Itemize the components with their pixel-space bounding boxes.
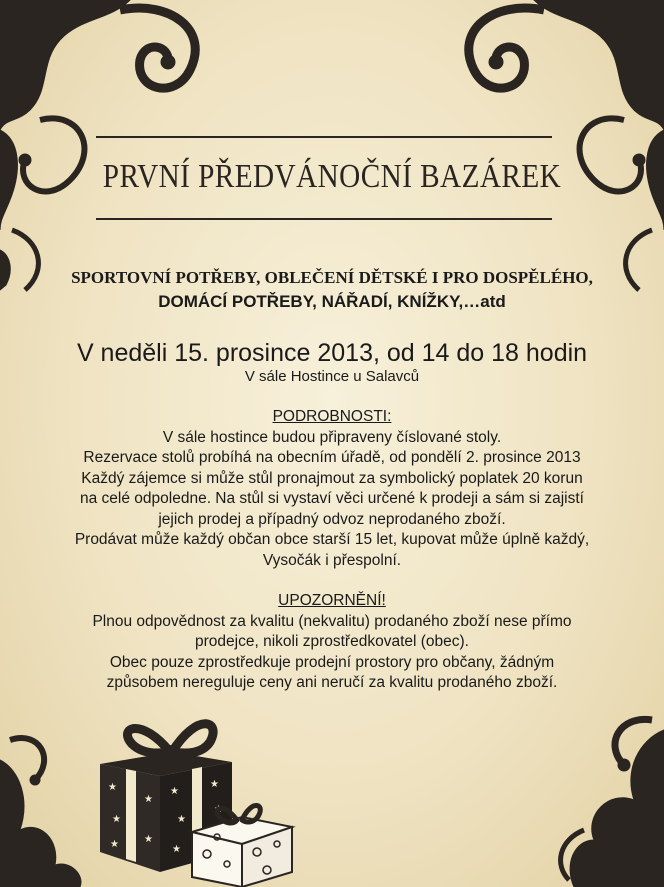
goods-line-1: SPORTOVNÍ POTŘEBY, OBLEČENÍ DĚTSKÉ I PRO DOSPĚLÉHO, — [71, 268, 593, 287]
svg-text:★: ★ — [177, 814, 186, 825]
svg-text:★: ★ — [112, 814, 121, 825]
goods-line-2: DOMÁCÍ POTŘEBY, NÁŘADÍ, KNÍŽKY,…atd — [158, 292, 506, 311]
warning-heading: UPOZORNĚNÍ! — [278, 592, 386, 609]
details-line: na celé odpoledne. Na stůl si vystaví věci určené k prodeji a sám si zajistí — [80, 490, 584, 507]
goods-list — [0, 266, 664, 314]
details-section — [0, 407, 664, 571]
details-line: jejich prodej a případný odvoz neprodaného zboží. — [158, 510, 506, 528]
svg-text:★: ★ — [108, 782, 117, 793]
ornament-top-left — [0, 0, 230, 300]
event-venue: V sále Hostince u Salavců — [244, 368, 420, 385]
svg-text:★: ★ — [172, 844, 181, 855]
warning-line: prodejce, nikoli zprostředkovatel (obec). — [195, 633, 469, 650]
warning-line: způsobem nereguluje ceny ani neručí za kvalitu prodaného zboží. — [106, 674, 558, 691]
svg-text:★: ★ — [170, 786, 179, 797]
svg-text:★: ★ — [110, 839, 119, 850]
warning-line: Plnou odpovědnost za kvalitu (nekvalitu) prodaného zboží nese přímo — [92, 612, 572, 630]
warning-line: Obec pouze zprostředkuje prodejní prostory pro občany, žádným — [109, 653, 555, 671]
title-rule-top — [96, 136, 552, 138]
details-line: Rezervace stolů probíhá na obecním úřadě, od pondělí 2. prosince 2013 — [83, 449, 581, 466]
svg-text:★: ★ — [214, 804, 223, 815]
svg-text:★: ★ — [144, 794, 153, 805]
gift-boxes-icon — [92, 712, 302, 887]
svg-text:★: ★ — [210, 779, 219, 790]
details-heading: PODROBNOSTI: — [272, 408, 392, 425]
warning-section — [0, 591, 664, 694]
event-date: V neděli 15. prosince 2013, od 14 do 18 hodin — [76, 339, 588, 367]
details-line: Prodávat může každý občan obce starší 15 let, kupovat může úplně každý, — [74, 531, 590, 548]
details-line: Vysočák i přespolní. — [262, 551, 402, 569]
title-rule-bottom — [96, 218, 552, 220]
details-line: V sále hostince budou připraveny číslované stoly. — [162, 428, 502, 446]
ornament-top-right — [434, 0, 664, 300]
details-line: Každý zájemce si může stůl pronajmout za symbolický poplatek 20 korun — [81, 469, 583, 487]
svg-text:★: ★ — [144, 834, 153, 845]
page-title: PRVNÍ PŘEDVÁNOČNÍ BAZÁREK — [102, 158, 562, 195]
ornament-bottom-right — [524, 690, 664, 887]
